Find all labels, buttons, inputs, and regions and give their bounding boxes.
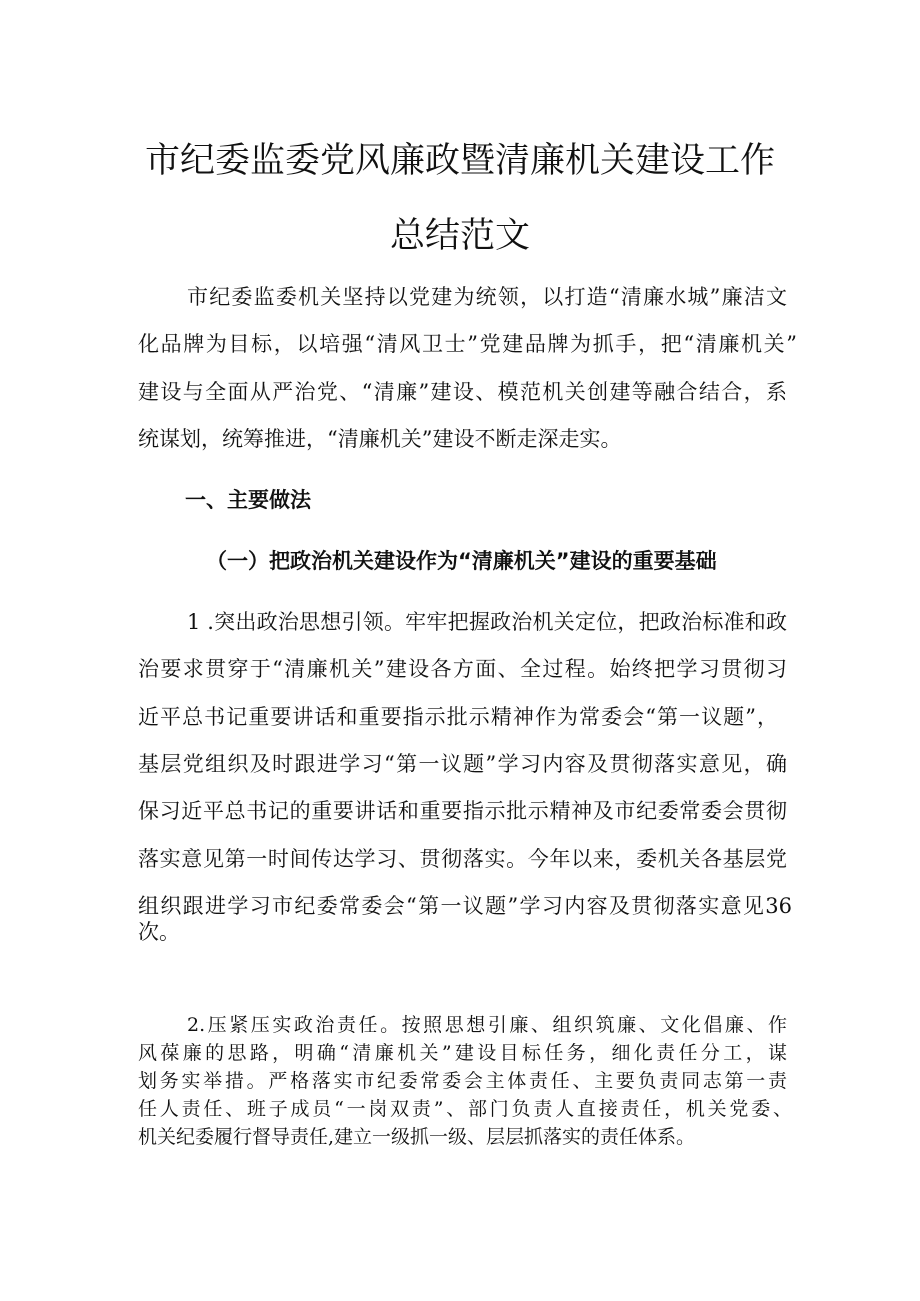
- para1-line-3: 近平总书记重要讲话和重要指示批示精神作为常委会“第一议题”，: [138, 705, 778, 729]
- para2-line-3: 划务实举措。严格落实市纪委常委会主体责任、主要负责同志第一责: [138, 1070, 787, 1092]
- para2-line-4: 任人责任、班子成员“一岗双责”、部门负责人直接责任，机关党委、: [138, 1098, 792, 1120]
- para1-line-2: 治要求贯穿于“清廉机关”建设各方面、全过程。始终把学习贯彻习: [138, 657, 787, 681]
- para1-line-5: 保习近平总书记的重要讲话和重要指示批示精神及市纪委常委会贯彻: [138, 799, 787, 823]
- para1-line-8: 次。: [138, 920, 180, 944]
- intro-line-3: 建设与全面从严治党、“清廉”建设、模范机关创建等融合结合，系: [138, 380, 787, 404]
- document-title-line-1: 市纪委监委党风廉政暨清廉机关建设工作: [144, 141, 775, 181]
- para2-line-2: 风葆廉的思路，明确“清廉机关”建设目标任务，细化责任分工，谋: [138, 1042, 787, 1064]
- para2-line-1: 2.压紧压实政治责任。按照思想引廉、组织筑廉、文化倡廉、作: [187, 1014, 787, 1036]
- para1-line-4: 基层党组织及时跟进学习“第一议题”学习内容及贯彻落实意见，确: [138, 752, 787, 776]
- intro-line-2: 化品牌为目标，以培强“清风卫士”党建品牌为抓手，把“清廉机关”: [138, 332, 797, 356]
- document-title-line-2: 总结范文: [389, 216, 530, 256]
- para1-line-6: 落实意见第一时间传达学习、贯彻落实。今年以来，委机关各基层党: [138, 847, 787, 871]
- section-heading-1: 一、主要做法: [185, 488, 311, 512]
- para2-line-5: 机关纪委履行督导责任,建立一级抓一级、层层抓落实的责任体系。: [138, 1126, 696, 1148]
- intro-line-1: 市纪委监委机关坚持以党建为统领，以打造“清廉水城”廉洁文: [187, 285, 787, 309]
- subsection-heading-1: （一）把政治机关建设作为“清廉机关”建设的重要基础: [206, 549, 717, 573]
- para1-line-7: 组织跟进学习市纪委常委会“第一议题”学习内容及贯彻落实意见36: [138, 894, 792, 918]
- para1-line-1: 1 .突出政治思想引领。牢牢把握政治机关定位，把政治标准和政: [187, 610, 787, 634]
- intro-line-4: 统谋划，统筹推进，“清廉机关”建设不断走深走实。: [138, 427, 622, 451]
